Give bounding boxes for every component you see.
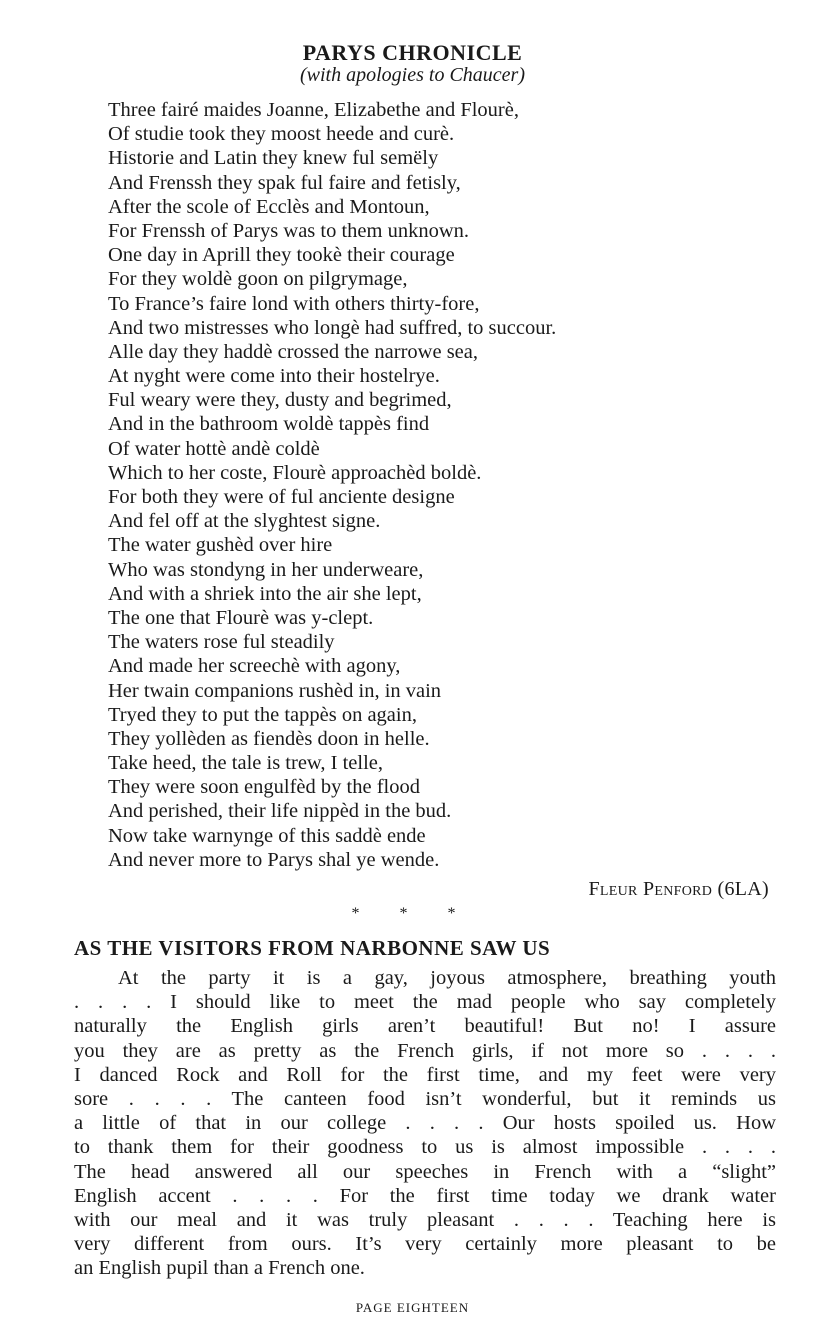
article-line: English accent . . . . For the first time today we drank water — [74, 1184, 776, 1207]
article-line: you they are as pretty as the French girls, if not more so . . . . — [74, 1039, 776, 1062]
poem-line: Alle day they haddè crossed the narrowe sea, — [108, 340, 478, 363]
article-heading: AS THE VISITORS FROM NARBONNE SAW US — [74, 936, 551, 960]
poem-line: Now take warnynge of this saddè ende — [108, 824, 426, 847]
poem-line: For they woldè goon on pilgrymage, — [108, 268, 408, 291]
article-line: sore . . . . The canteen food isn’t wonderful, but it reminds us — [74, 1087, 776, 1110]
article-line: an English pupil than a French one. — [74, 1257, 365, 1280]
poem-line: And never more to Parys shal ye wende. — [108, 848, 440, 871]
poem-line: They were soon engulfèd by the flood — [108, 776, 420, 799]
poem-body — [108, 98, 808, 872]
article-line: to thank them for their goodness to us is almost impossible . . . . — [74, 1136, 776, 1159]
poem-line: Three fairé maides Joanne, Elizabethe and Flourè, — [108, 99, 519, 121]
poem-line: Of water hottè andè coldè — [108, 437, 320, 460]
section-separator: * * * — [351, 905, 474, 922]
poem-line: Which to her coste, Flourè approachèd boldè. — [108, 461, 482, 484]
article-line: The head answered all our speeches in French with a “slight” — [74, 1160, 776, 1183]
poem-line: And two mistresses who longè had suffred, to succour. — [108, 316, 557, 339]
poem-line: The water gushèd over hire — [108, 534, 333, 557]
poem-line: And made her screechè with agony, — [108, 655, 401, 678]
poem-author: Fleur Penford (6LA) — [588, 878, 769, 900]
poem-line: The waters rose ful steadily — [108, 631, 335, 654]
article-line: with our meal and it was truly pleasant . . . . Teaching here is — [74, 1208, 776, 1231]
poem-line: One day in Aprill they tookè their courage — [108, 244, 455, 267]
poem-line: Historie and Latin they knew ful semëly — [108, 147, 439, 170]
poem-line: Ful weary were they, dusty and begrimed, — [108, 389, 452, 412]
poem-line: Take heed, the tale is trew, I telle, — [108, 752, 383, 775]
poem-line: At nyght were come into their hostelrye. — [108, 365, 440, 388]
poem-line: The one that Flourè was y-clept. — [108, 606, 374, 629]
poem-line: And in the bathroom woldè tappès find — [108, 413, 430, 436]
poem-line: Who was stondyng in her underweare, — [108, 558, 424, 581]
poem-line: Tryed they to put the tappès on again, — [108, 703, 417, 726]
poem-line: And perished, their life nippèd in the bud. — [108, 800, 452, 823]
poem-line: After the scole of Ecclès and Montoun, — [108, 195, 430, 218]
poem-line: For both they were of ful anciente designe — [108, 486, 455, 508]
article-line: naturally the English girls aren’t beautiful! But no! I assure — [74, 1015, 776, 1038]
article-line: At the party it is a gay, joyous atmosphere, breathing youth — [118, 967, 776, 989]
poem-line: And with a shriek into the air she lept, — [108, 582, 422, 605]
poem-line: Of studie took they moost heede and curè. — [108, 123, 455, 146]
article-line: . . . . I should like to meet the mad people who say completely — [74, 991, 776, 1014]
article-line: very different from ours. It’s very certainly more pleasant to be — [74, 1233, 776, 1256]
article-line: a little of that in our college . . . . Our hosts spoiled us. How — [74, 1112, 776, 1135]
poem-line: They yollèden as fiendès doon in helle. — [108, 727, 430, 750]
poem-line: For Frenssh of Parys was to them unknown. — [108, 219, 470, 242]
article-line: I danced Rock and Roll for the first time, and my feet were very — [74, 1063, 776, 1086]
poem-subtitle: (with apologies to Chaucer) — [300, 64, 525, 86]
poem-line: Her twain companions rushèd in, in vain — [108, 679, 442, 702]
poem-title: PARYS CHRONICLE — [302, 40, 523, 65]
poem-line: To France’s faire lond with others thirty-fore, — [108, 292, 480, 315]
article-body — [74, 966, 776, 1280]
page-footer: PAGE EIGHTEEN — [355, 1300, 470, 1315]
poem-line: And Frenssh they spak ful faire and fetisly, — [108, 171, 461, 194]
poem-line: And fel off at the slyghtest signe. — [108, 510, 381, 533]
